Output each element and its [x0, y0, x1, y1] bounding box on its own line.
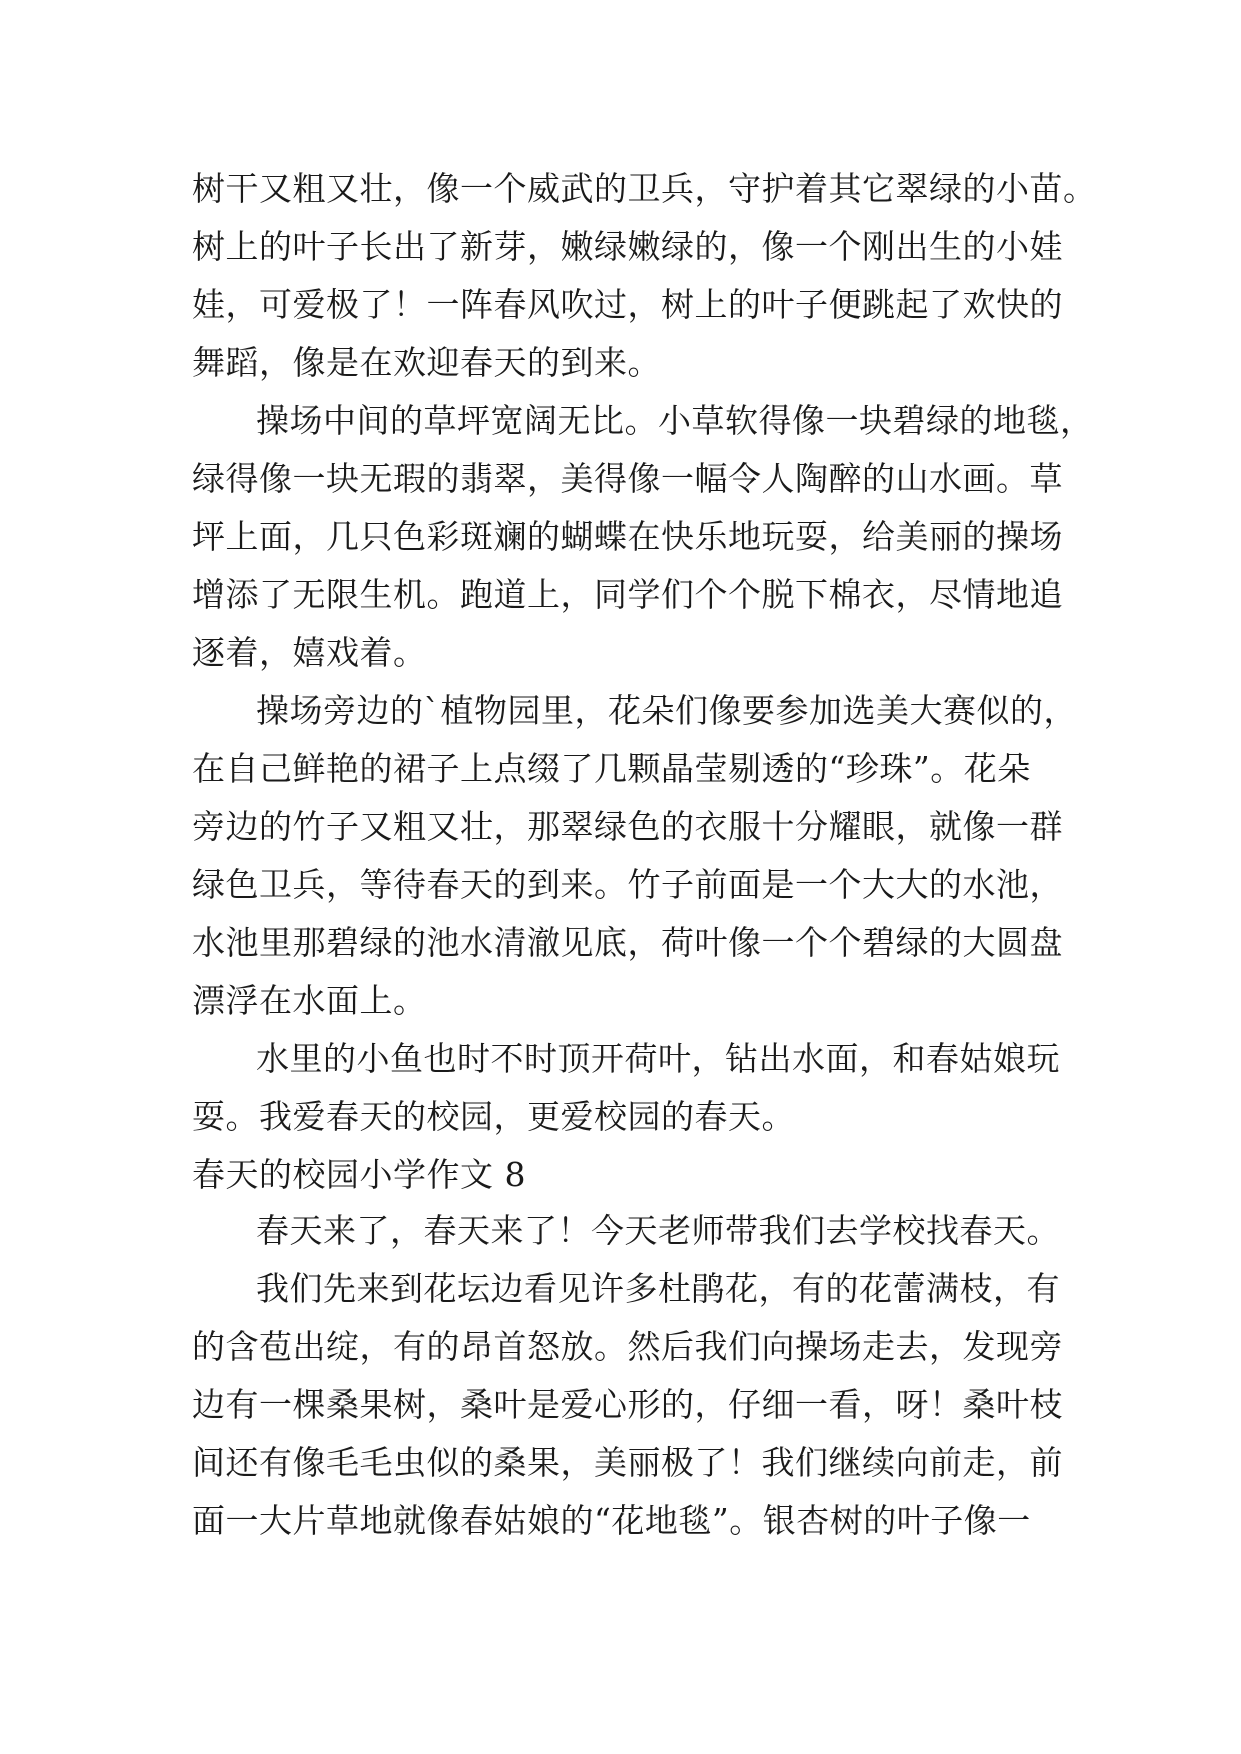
text-line: 边有一棵桑果树，桑叶是爱心形的，仔细一看，呀！桑叶枝 — [192, 1385, 1063, 1424]
text-line: 树上的叶子长出了新芽，嫩绿嫩绿的，像一个刚出生的小娃 — [192, 227, 1063, 266]
text-line: 树干又粗又壮，像一个威武的卫兵，守护着其它翠绿的小苗。 — [192, 169, 1097, 208]
text-line: 的含苞出绽，有的昂首怒放。然后我们向操场走去，发现旁 — [192, 1327, 1063, 1366]
text-line: 面一大片草地就像春姑娘的“花地毯”。银杏树的叶子像一 — [192, 1501, 1031, 1540]
text-line: 娃，可爱极了！一阵春风吹过，树上的叶子便跳起了欢快的 — [192, 285, 1063, 324]
text-line: 增添了无限生机。跑道上，同学们个个脱下棉衣，尽情地追 — [192, 575, 1063, 614]
text-line: 绿得像一块无瑕的翡翠，美得像一幅令人陶醉的山水画。草 — [192, 459, 1063, 498]
text-line: 舞蹈，像是在欢迎春天的到来。 — [192, 343, 661, 382]
text-line: 水池里那碧绿的池水清澈见底，荷叶像一个个碧绿的大圆盘 — [192, 923, 1063, 962]
section-heading: 春天的校园小学作文 8 — [192, 1155, 526, 1194]
text-line: 逐着，嬉戏着。 — [192, 633, 427, 672]
paragraph-first-line: 操场旁边的`植物园里，花朵们像要参加选美大赛似的， — [256, 691, 1077, 730]
paragraph-first-line: 水里的小鱼也时不时顶开荷叶，钻出水面，和春姑娘玩 — [256, 1039, 1060, 1078]
text-line: 旁边的竹子又粗又壮，那翠绿色的衣服十分耀眼，就像一群 — [192, 807, 1063, 846]
text-line: 耍。我爱春天的校园，更爱校园的春天。 — [192, 1097, 795, 1136]
paragraph-first-line: 操场中间的草坪宽阔无比。小草软得像一块碧绿的地毯， — [256, 401, 1094, 440]
text-line: 在自己鲜艳的裙子上点缀了几颗晶莹剔透的“珍珠”。花朵 — [192, 749, 1031, 788]
paragraph-first-line: 春天来了，春天来了！今天老师带我们去学校找春天。 — [256, 1211, 1060, 1250]
paragraph-first-line: 我们先来到花坛边看见许多杜鹃花，有的花蕾满枝，有 — [256, 1269, 1060, 1308]
text-line: 绿色卫兵，等待春天的到来。竹子前面是一个大大的水池， — [192, 865, 1063, 904]
text-line: 坪上面，几只色彩斑斓的蝴蝶在快乐地玩耍，给美丽的操场 — [192, 517, 1063, 556]
text-line: 漂浮在水面上。 — [192, 981, 427, 1020]
essay-body — [192, 160, 1097, 1550]
text-line: 间还有像毛毛虫似的桑果，美丽极了！我们继续向前走，前 — [192, 1443, 1063, 1482]
